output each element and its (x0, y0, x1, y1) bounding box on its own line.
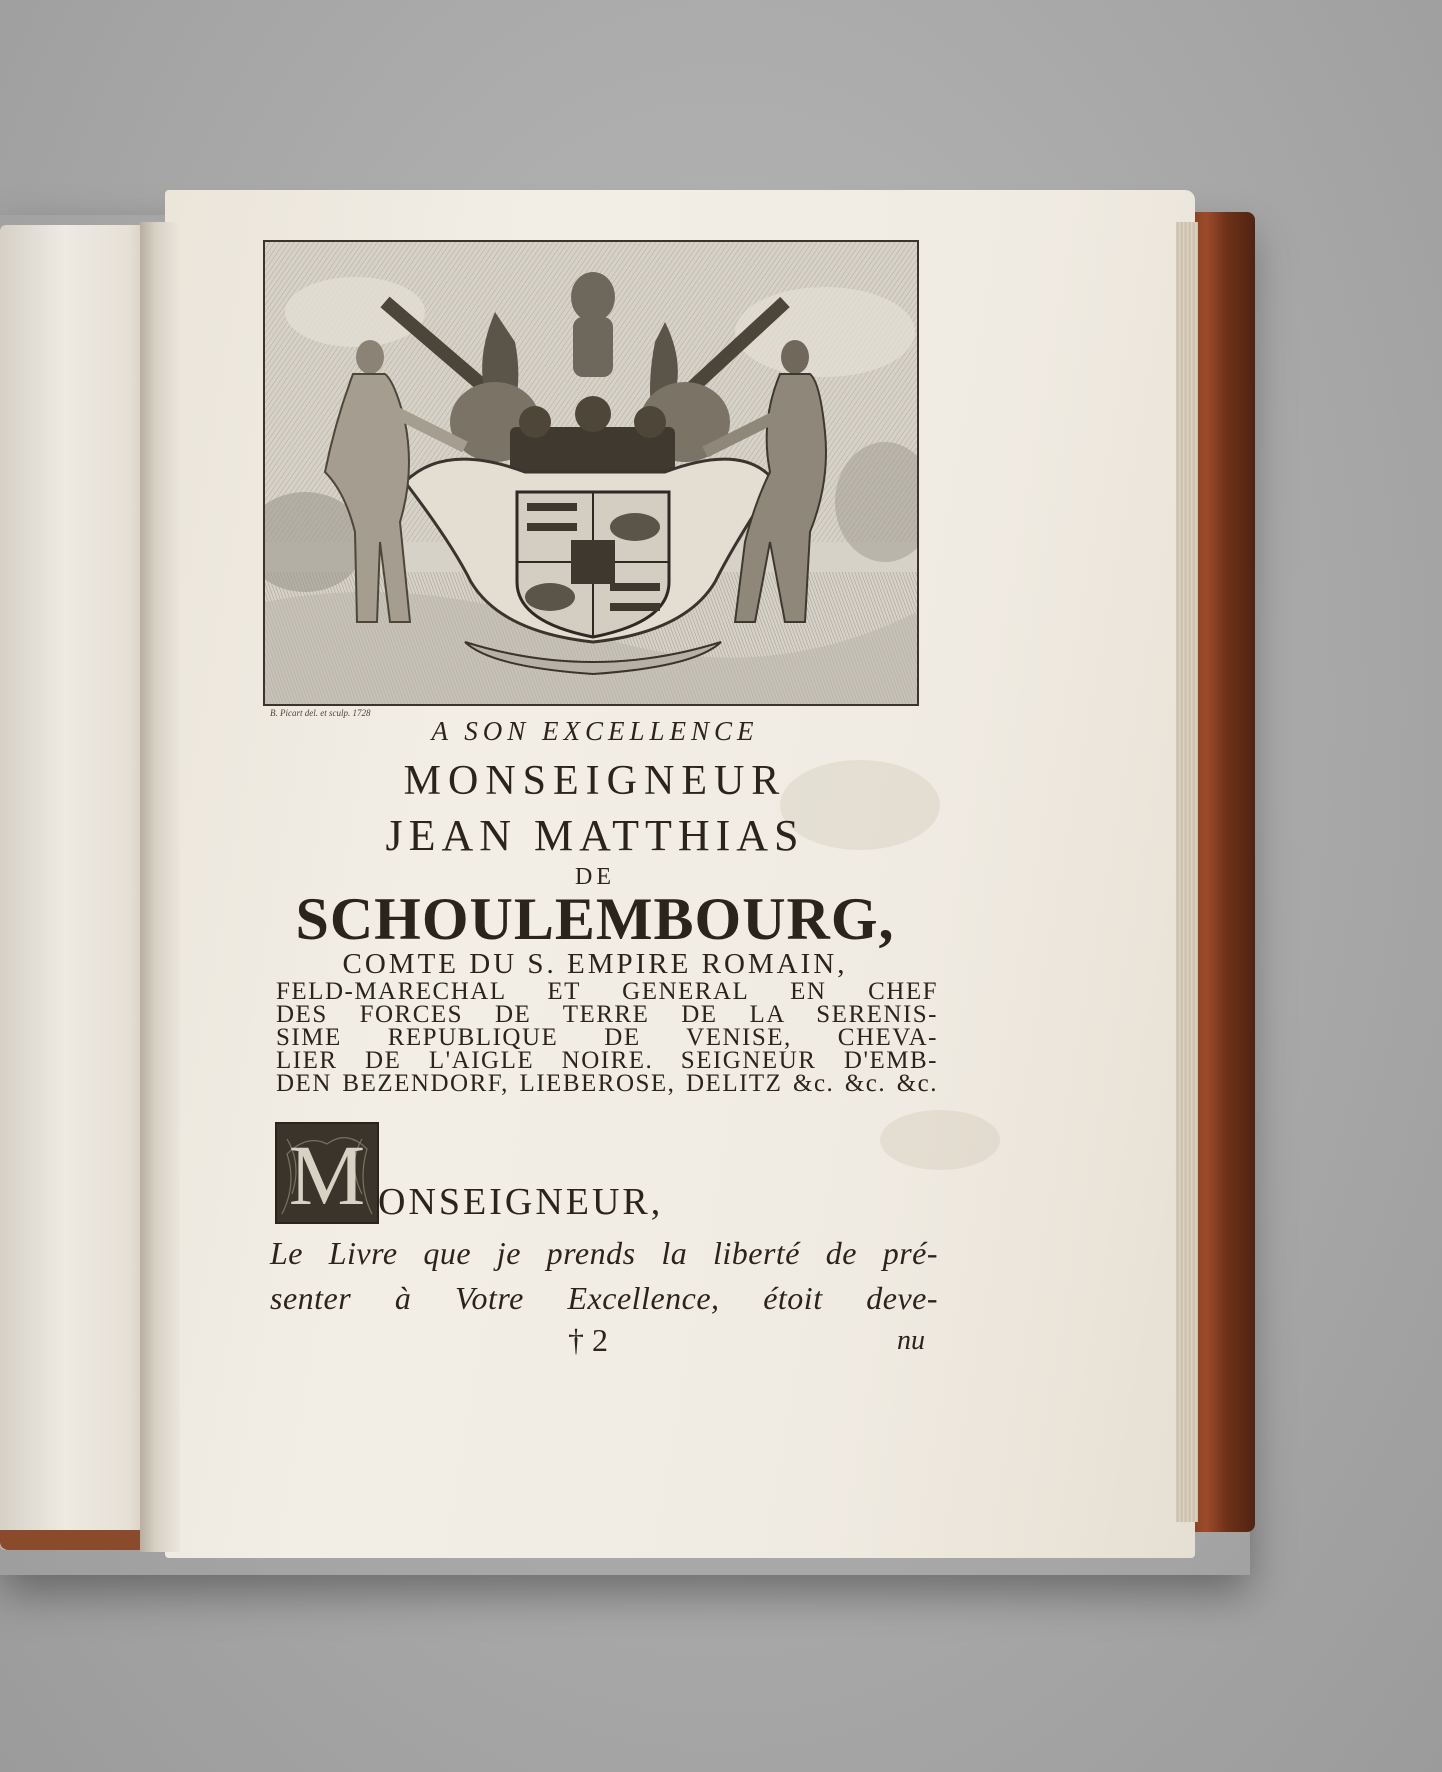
title-line: FELD-MARECHAL ET GENERAL EN CHEF (276, 978, 938, 1005)
honorific-title: MONSEIGNEUR (403, 758, 787, 804)
surname: SCHOULEMBOURG, (295, 886, 895, 952)
rank-line: COMTE DU S. EMPIRE ROMAIN, (342, 948, 848, 980)
body-text-line: senter à Votre Excellence, étoit deve- (270, 1280, 938, 1316)
coat-of-arms-engraving (263, 240, 919, 706)
initial-letter: M (288, 1127, 366, 1222)
title-line: LIER DE L'AIGLE NOIRE. SEIGNEUR D'EMB- (276, 1047, 938, 1074)
name-particle: DE (575, 864, 615, 890)
page-stain (880, 1110, 1000, 1170)
engraving-illustration (265, 242, 917, 704)
title-line: DEN BEZENDORF, LIEBEROSE, DELITZ &c. &c. &c. (276, 1070, 938, 1097)
signature-mark: † 2 (568, 1322, 608, 1358)
titles-block (276, 980, 938, 1095)
body-text-line: Le Livre que je prends la liberté de pré- (270, 1235, 938, 1271)
decorated-initial (275, 1122, 379, 1224)
engraver-credit: B. Picart del. et sculp. 1728 (270, 708, 371, 718)
title-line: SIME REPUBLIQUE DE VENISE, CHEVA- (276, 1024, 938, 1051)
given-names: JEAN MATTHIAS (385, 811, 805, 860)
dedication-line: A SON EXCELLENCE (431, 716, 759, 746)
salutation: ONSEIGNEUR, (378, 1181, 664, 1223)
title-line: DES FORCES DE TERRE DE LA SERENIS- (276, 1001, 938, 1028)
decorated-initial-art (277, 1124, 377, 1222)
catchword: nu (897, 1325, 925, 1356)
